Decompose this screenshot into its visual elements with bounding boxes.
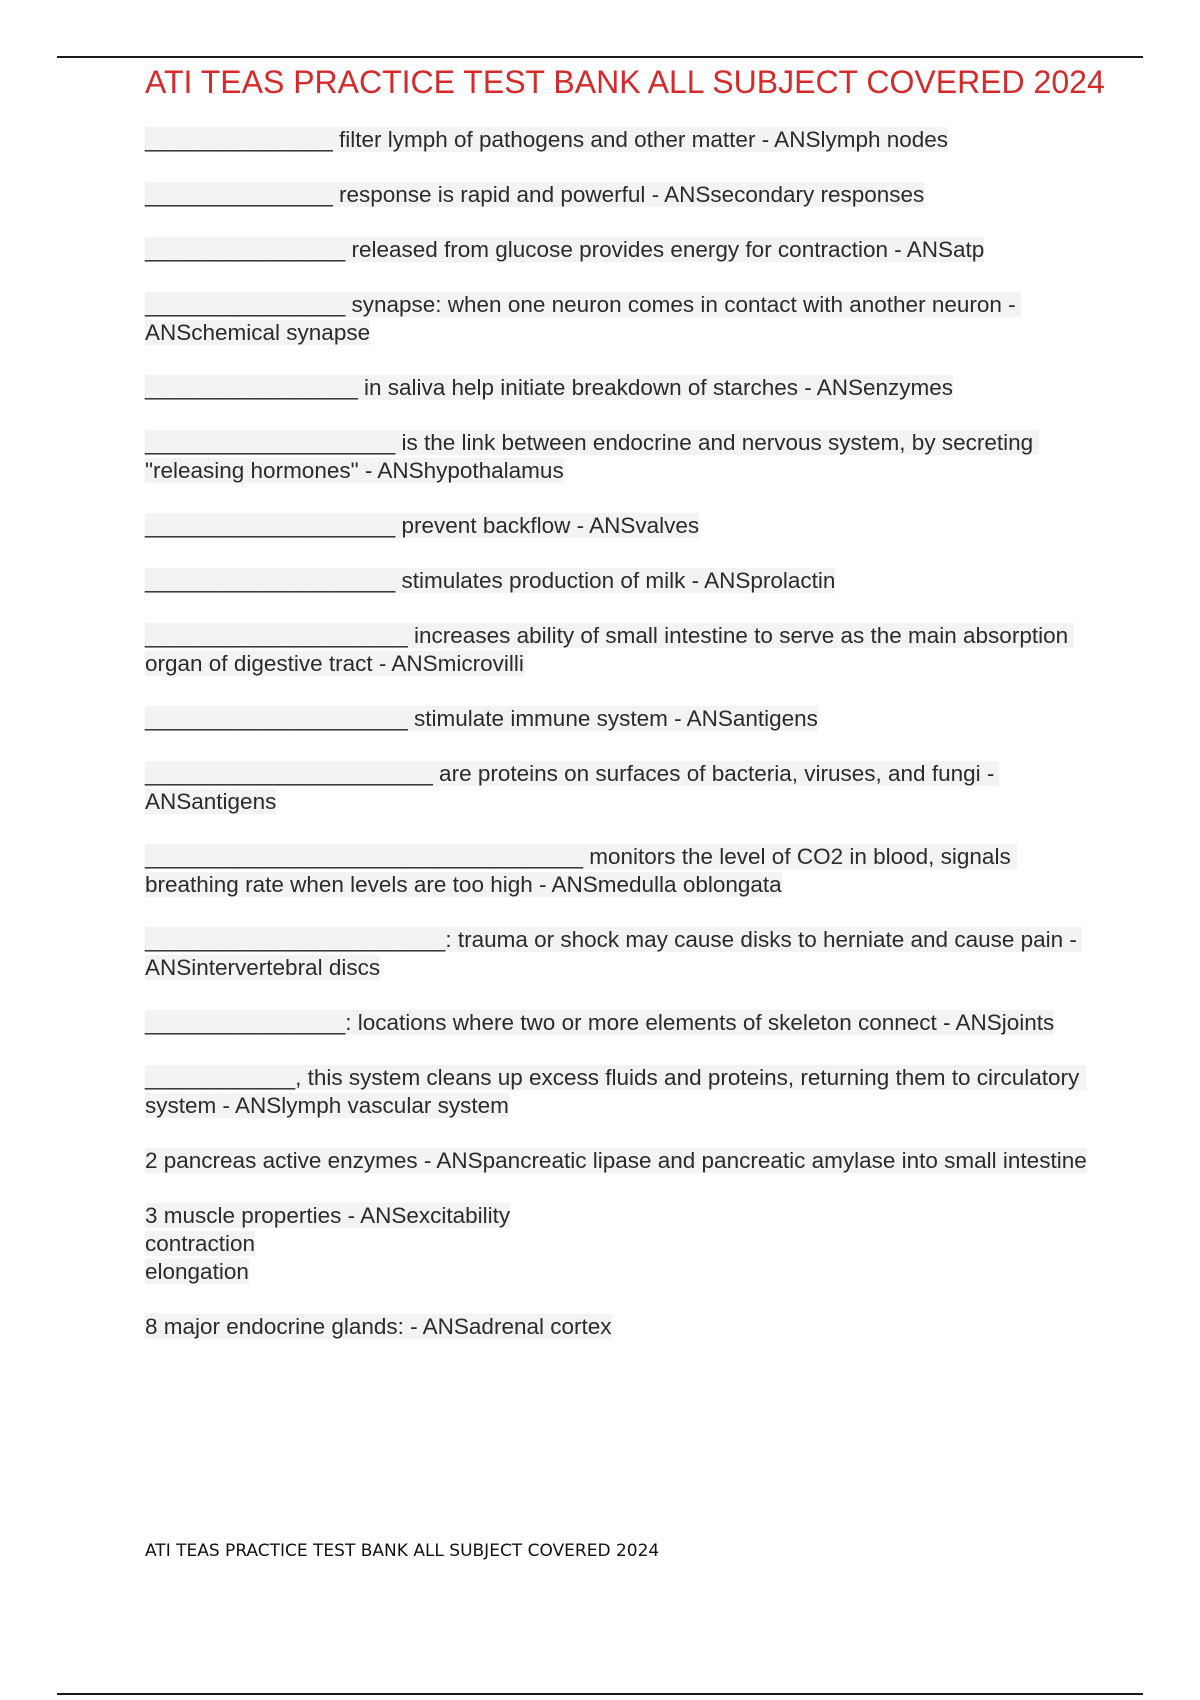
- qa-item: _________________ in saliva help initiate breakdown of starches - ANSenzymes: [145, 375, 954, 400]
- qa-item: ____________________ is the link between endocrine and nervous system, by secreting "releasing hormones" - ANShypothalamus: [145, 430, 1040, 483]
- qa-item: _______________ filter lymph of pathogens and other matter - ANSlymph nodes: [145, 127, 949, 152]
- qa-item: _______________ response is rapid and powerful - ANSsecondary responses: [145, 182, 925, 207]
- qa-item: _______________________ are proteins on surfaces of bacteria, viruses, and fungi - ANSantigens: [145, 761, 1000, 814]
- qa-item: ________________: locations where two or more elements of skeleton connect - ANSjoints: [145, 1010, 1055, 1035]
- qa-item: ________________ released from glucose provides energy for contraction - ANSatp: [145, 237, 985, 262]
- qa-item: _____________________ increases ability of small intestine to serve as the main absorption organ of digestive tract - ANSmicrovilli: [145, 623, 1075, 676]
- qa-item: ________________ synapse: when one neuron comes in contact with another neuron - ANSchemical synapse: [145, 292, 1021, 345]
- qa-item: ____________________ stimulates production of milk - ANSprolactin: [145, 568, 836, 593]
- qa-item: ____________, this system cleans up excess fluids and proteins, returning them to circulatory system - ANSlymph vascular system: [145, 1065, 1086, 1118]
- qa-item: ____________________ prevent backflow - ANSvalves: [145, 513, 700, 538]
- qa-item: 2 pancreas active enzymes - ANSpancreatic lipase and pancreatic amylase into small intestine: [145, 1148, 1087, 1173]
- qa-item: 8 major endocrine glands: - ANSadrenal cortex: [145, 1314, 612, 1339]
- qa-item: 3 muscle properties - ANSexcitability contraction elongation: [145, 1203, 511, 1284]
- qa-item: ________________________: trauma or shock may cause disks to herniate and cause pain - ANSintervertebral discs: [145, 927, 1082, 980]
- page-content: [145, 62, 1105, 1368]
- qa-item: _____________________ stimulate immune system - ANSantigens: [145, 706, 818, 731]
- document-title: ATI TEAS PRACTICE TEST BANK ALL SUBJECT COVERED 2024: [145, 64, 1105, 100]
- bottom-rule: [57, 1693, 1143, 1695]
- page-footer: ATI TEAS PRACTICE TEST BANK ALL SUBJECT COVERED 2024: [145, 1541, 660, 1561]
- qa-item: ___________________________________ monitors the level of CO2 in blood, signals breathing rate when levels are too high - ANSmedulla oblongata: [145, 844, 1017, 897]
- qa-list: [145, 126, 1105, 1341]
- top-rule: [57, 56, 1143, 58]
